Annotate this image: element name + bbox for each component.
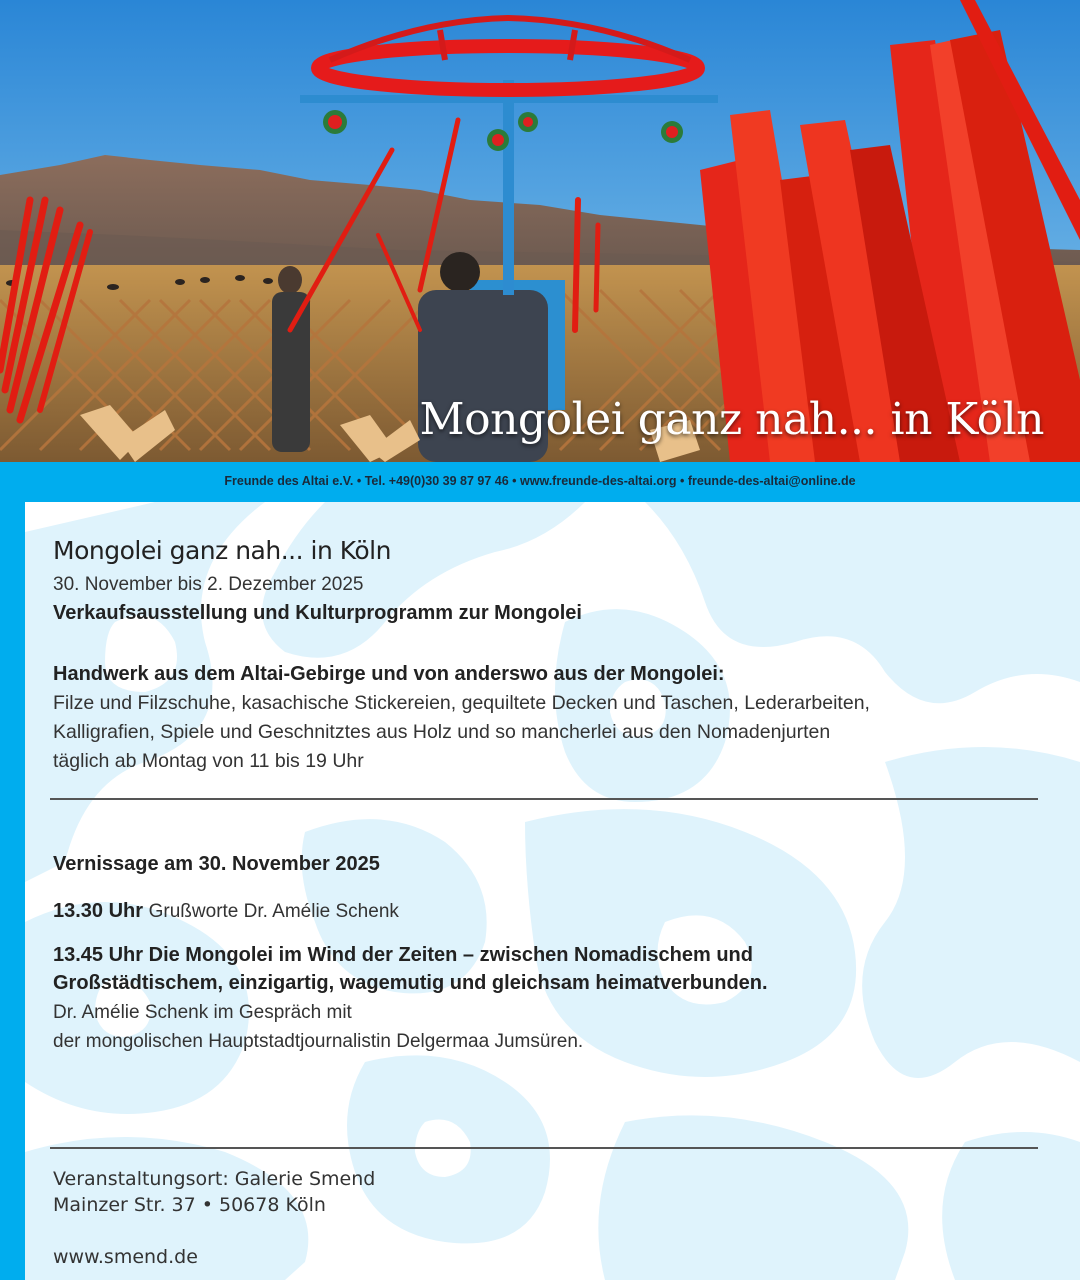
program-time: 13.30 Uhr	[53, 900, 144, 922]
event-dates: 30. November bis 2. Dezember 2025	[53, 574, 364, 595]
left-border-strip	[0, 502, 25, 1280]
hero-photo	[0, 0, 1080, 462]
yurt-photo-illustration	[0, 0, 1080, 462]
event-subtitle: Verkaufsausstellung und Kulturprogramm zur Mongolei	[53, 602, 582, 624]
crafts-line: Kalligrafien, Spiele und Geschnitztes aus Holz und so mancherlei aus den Nomadenjurten	[53, 721, 831, 743]
contact-info: Freunde des Altai e.V. • Tel. +49(0)30 39 87 97 46 • www.freunde-des-altai.org • freunde-des-altai@online.de	[224, 474, 856, 488]
program-desc-row	[53, 1001, 352, 1024]
venue-name: Veranstaltungsort: Galerie Smend	[53, 1168, 376, 1190]
program-desc-line2: der mongolischen Hauptstadtjournalistin Delgermaa Jumsüren.	[53, 1031, 584, 1052]
program-title-line2: Großstädtischem, einzigartig, wagemutig und gleichsam heimatverbunden.	[53, 972, 768, 994]
program-item-1345	[53, 944, 753, 967]
program-title-line2-row	[53, 972, 768, 995]
opening-hours: täglich ab Montag von 11 bis 19 Uhr	[53, 750, 364, 772]
venue-website-link[interactable]: www.smend.de	[53, 1246, 198, 1268]
section-divider	[50, 1147, 1038, 1149]
program-desc-row	[53, 1030, 583, 1053]
section-divider	[50, 798, 1038, 800]
flyer-content	[25, 502, 1080, 1280]
program-text: Grußworte Dr. Amélie Schenk	[148, 901, 399, 922]
venue-address: Mainzer Str. 37 • 50678 Köln	[53, 1194, 326, 1216]
program-title-line1: Die Mongolei im Wind der Zeiten – zwischen Nomadischem und	[148, 944, 753, 966]
contact-bar	[0, 462, 1080, 502]
crafts-heading: Handwerk aus dem Altai-Gebirge und von anderswo aus der Mongolei:	[53, 663, 725, 685]
program-desc-line1: Dr. Amélie Schenk im Gespräch mit	[53, 1002, 352, 1023]
program-time: 13.45 Uhr	[53, 944, 144, 966]
hero-title: Mongolei ganz nah... in Köln	[419, 394, 1044, 445]
event-title: Mongolei ganz nah... in Köln	[53, 536, 391, 565]
program-item-1330	[53, 900, 399, 923]
crafts-line: Filze und Filzschuhe, kasachische Stickereien, gequiltete Decken und Taschen, Lederarbeiten,	[53, 692, 870, 714]
vernissage-heading: Vernissage am 30. November 2025	[53, 853, 380, 875]
